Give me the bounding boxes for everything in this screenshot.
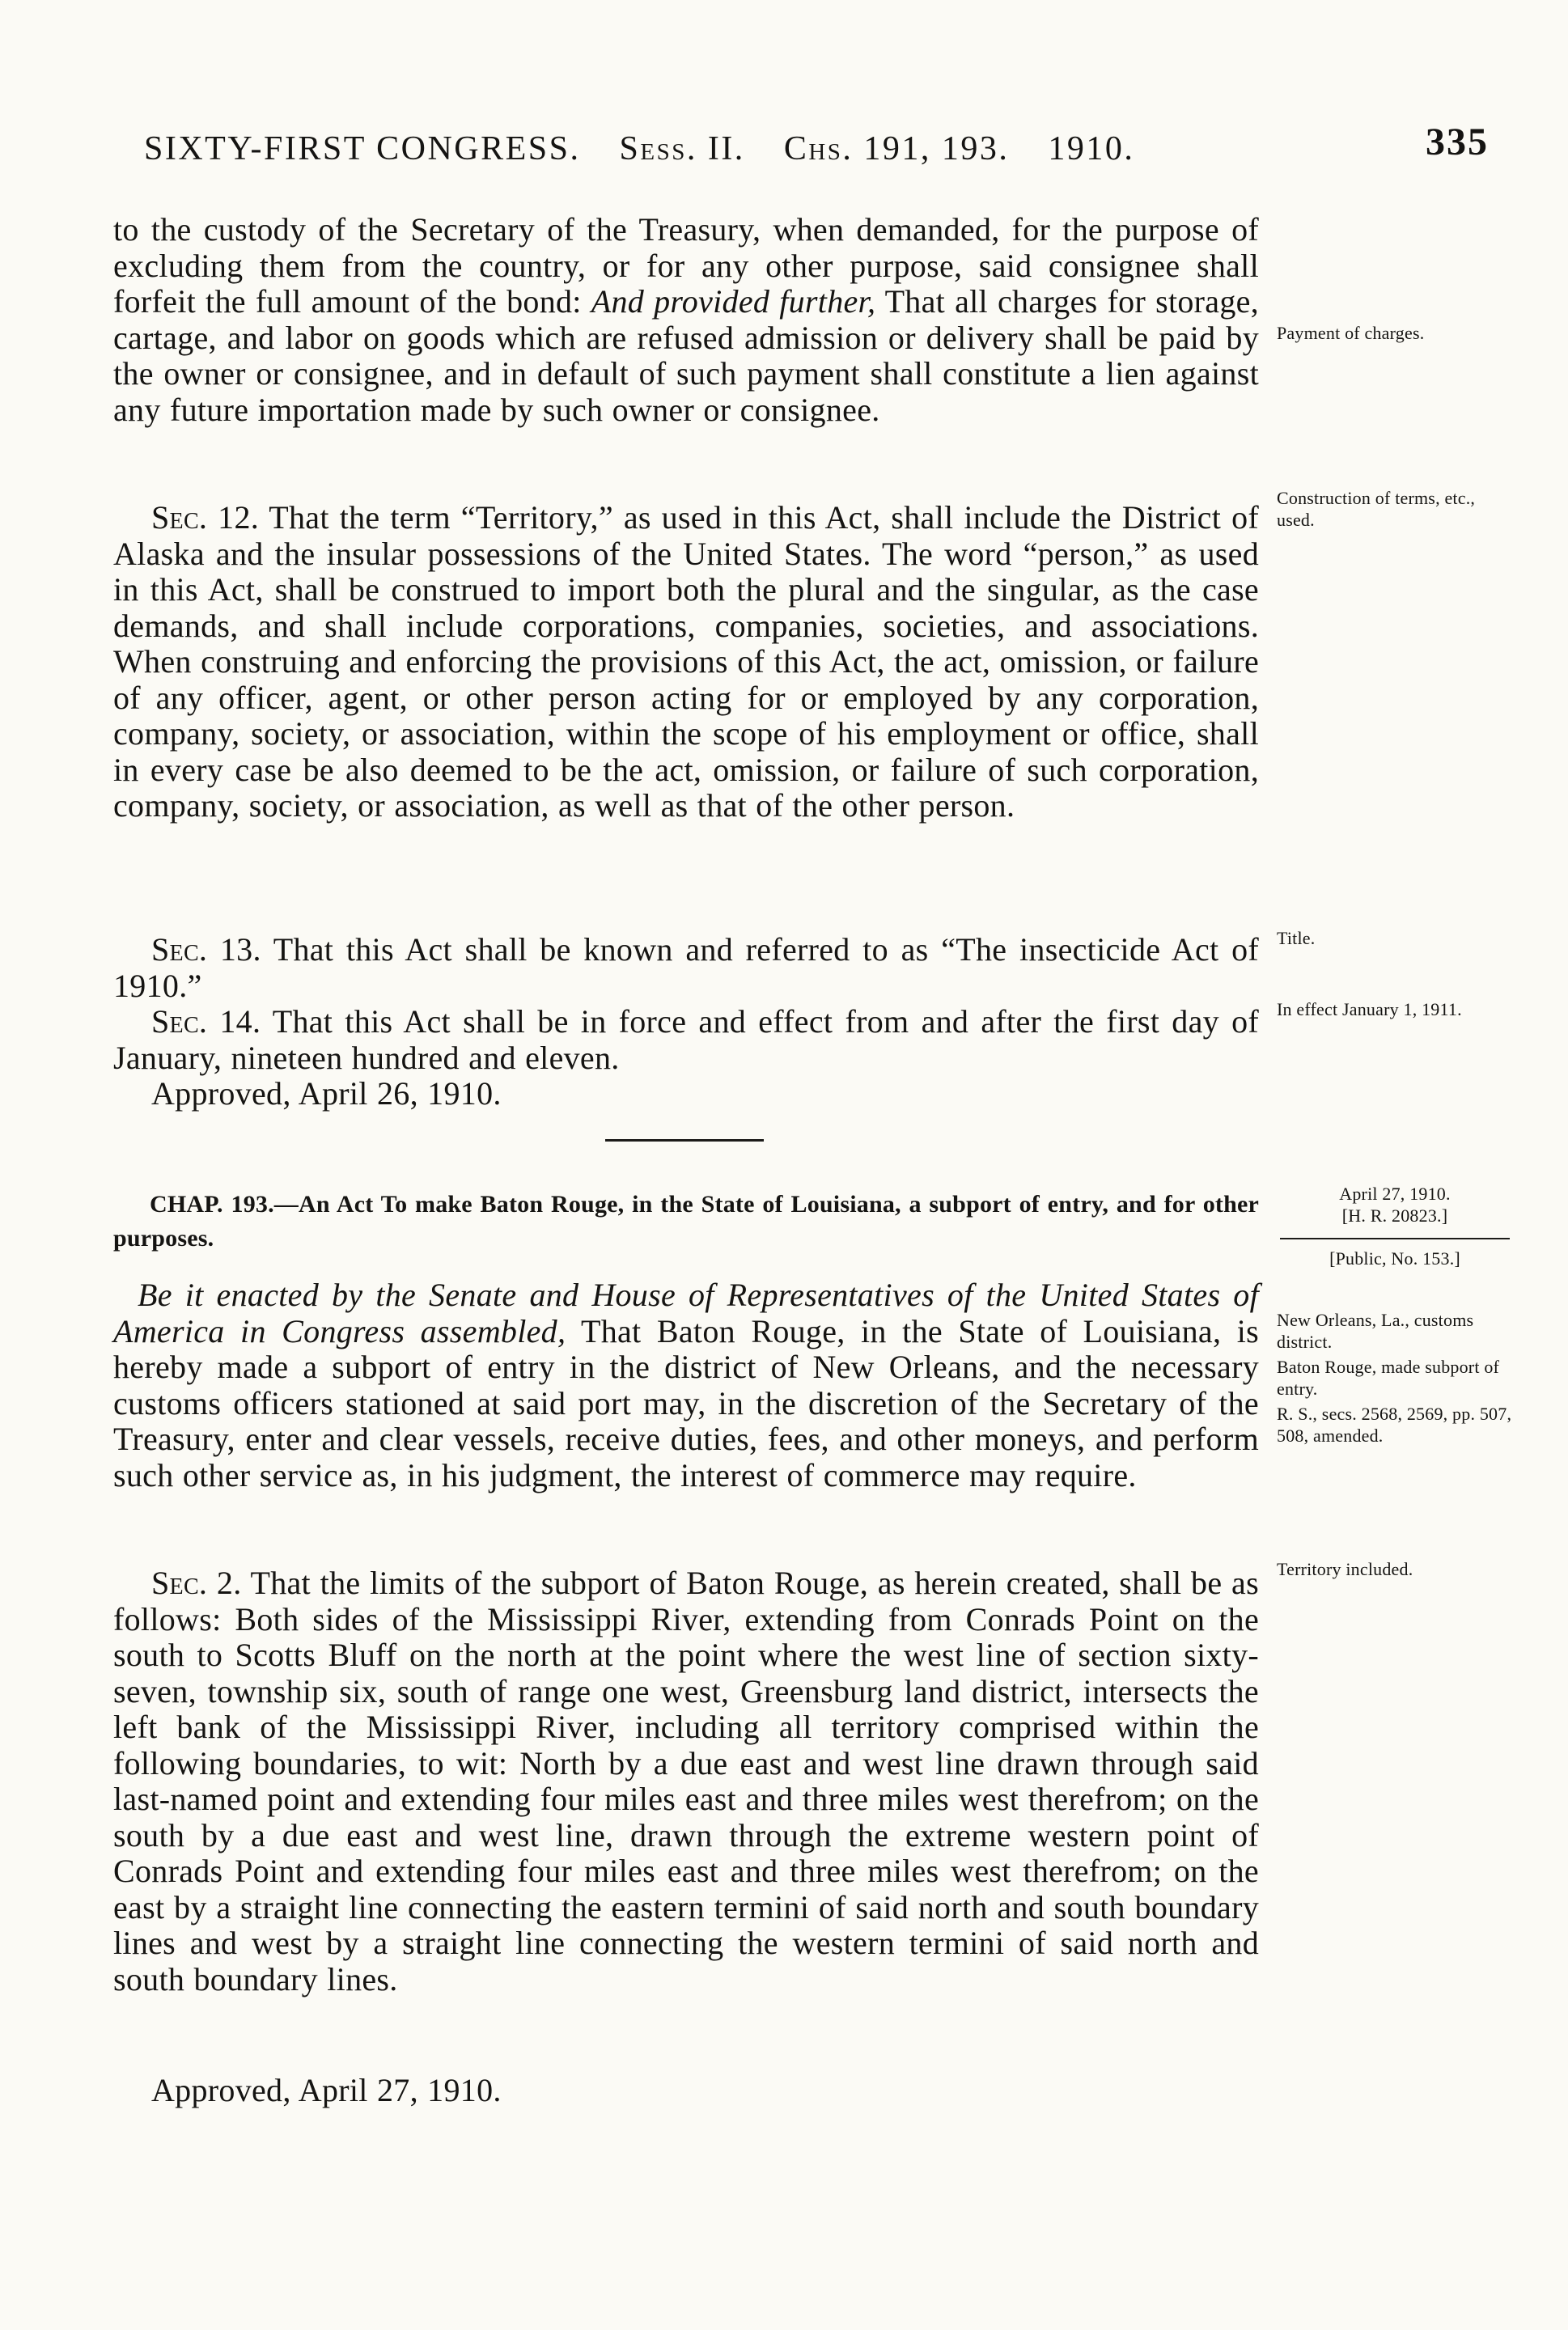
- enacting-clause-text: That Baton Rouge, in the State of Louisiana, is hereby made a subport of entry in the district of New Orleans, and the necessary customs officers stationed at said port may, in the discretion of the Secretary of the Treasury, enter and clear vessels, receive duties, fees, and other moneys, and perform such other service as, in his judgment, the interest of commerce may require.: [113, 1312, 1259, 1493]
- section-14-label: Sec. 14.: [151, 1003, 261, 1040]
- margin-note-revised-statutes-citation: R. S., secs. 2568, 2569, pp. 507, 508, amended.: [1277, 1404, 1512, 1446]
- margin-note-territory-included: Territory included.: [1277, 1559, 1413, 1579]
- section-2-text: That the limits of the subport of Baton Rouge, as herein created, shall be as follows: Both sides of the Mississippi River, extending from Conrads Point on the south to Scotts Bluff on the north at the point where the west line of section sixty-seven, township six, south of range one west, Greensburg land district, intersects the left bank of the Mississippi River, including all territory comprised within the following boundaries, to wit: North by a due east and west line drawn through said last-named point and extending four miles east and three miles west therefrom; on the south by a due east and west line, drawn through the extreme western point of Conrads Point and extending four miles east and three miles west therefrom; on the east by a straight line connecting the eastern termini of said north and south boundary lines and west by a straight line connecting the western termini of said north and south boundary lines.: [113, 1565, 1259, 1997]
- enacting-clause-italic: Be it enacted by the Senate and House of Representatives of the United States of America in Congress assembled,: [113, 1277, 1259, 1349]
- section-2-label: Sec. 2.: [151, 1565, 242, 1601]
- section-13-text: That this Act shall be known and referred to as “The insecticide Act of 1910.”: [113, 931, 1259, 1004]
- page-number: 335: [1426, 121, 1489, 163]
- margin-note-new-orleans-district: New Orleans, La., customs district.: [1277, 1310, 1474, 1352]
- running-head-congress: SIXTY-FIRST CONGRESS.: [144, 130, 581, 167]
- margin-note-act-date: April 27, 1910.: [1339, 1184, 1451, 1204]
- running-head-year: 1910.: [1048, 130, 1135, 167]
- running-head-session: Sess. II.: [619, 130, 745, 167]
- section-14-text: That this Act shall be in force and effect from and after the first day of January, nineteen hundred and eleven.: [113, 1003, 1259, 1076]
- section-12-label: Sec. 12.: [151, 499, 260, 536]
- approval-line-chapter-193: Approved, April 27, 1910.: [151, 2072, 502, 2108]
- section-13-label: Sec. 13.: [151, 931, 261, 968]
- bond-text-pre: to the custody of the Secretary of the Treasury, when demanded, for the purpose of excluding them from the country, or for any other purpose, said consignee shall forfeit the full amount of the bond:: [113, 211, 1259, 320]
- section-12-paragraph: [113, 500, 1259, 824]
- margin-note-construction-of-terms: Construction of terms, etc., used.: [1277, 488, 1476, 530]
- enacting-clause-paragraph: [113, 1277, 1259, 1493]
- section-14-paragraph: [113, 1004, 1259, 1076]
- section-2-paragraph: [113, 1565, 1259, 1997]
- running-head-chapters: Chs. 191, 193.: [783, 130, 1010, 167]
- section-divider: [605, 1139, 764, 1142]
- margin-note-bill-number: [H. R. 20823.]: [1341, 1205, 1448, 1226]
- margin-note-title: Title.: [1277, 928, 1316, 948]
- proviso-italic: And provided further,: [591, 283, 876, 320]
- margin-note-payment-of-charges: Payment of charges.: [1277, 323, 1425, 343]
- margin-note-baton-rouge-subport: Baton Rouge, made subport of entry.: [1277, 1357, 1500, 1399]
- chapter-193-heading: CHAP. 193.—An Act To make Baton Rouge, in the State of Louisiana, a subport of entry, and for other purposes.: [113, 1191, 1259, 1252]
- margin-note-public-number: [Public, No. 153.]: [1329, 1248, 1460, 1269]
- running-head: [144, 129, 1277, 168]
- paragraph-bond-forfeiture: [113, 212, 1259, 428]
- margin-note-act-date-block: [1277, 1183, 1513, 1269]
- bond-text-post: That all charges for storage, cartage, and labor on goods which are refused admission or delivery shall be paid by the owner or consignee, and in default of such payment shall constitute a lien against any future importation made by such owner or consignee.: [113, 283, 1259, 428]
- section-12-text: That the term “Territory,” as used in this Act, shall include the District of Alaska and the insular possessions of the United States. The word “person,” as used in this Act, shall be construed to import both the plural and the singular, as the case demands, and shall include corporations, companies, societies, and associations. When construing and enforcing the provisions of this Act, the act, omission, or failure of any officer, agent, or other person acting for or employed by any corporation, company, society, or association, within the scope of his employment or office, shall in every case be also deemed to be the act, omission, or failure of such corporation, company, society, or association, as well as that of the other person.: [113, 499, 1259, 824]
- section-13-paragraph: [113, 932, 1259, 1004]
- approval-line-chapter-191: Approved, April 26, 1910.: [151, 1075, 502, 1112]
- margin-note-rule: [1280, 1238, 1510, 1239]
- margin-note-effective-date: In effect January 1, 1911.: [1277, 999, 1462, 1019]
